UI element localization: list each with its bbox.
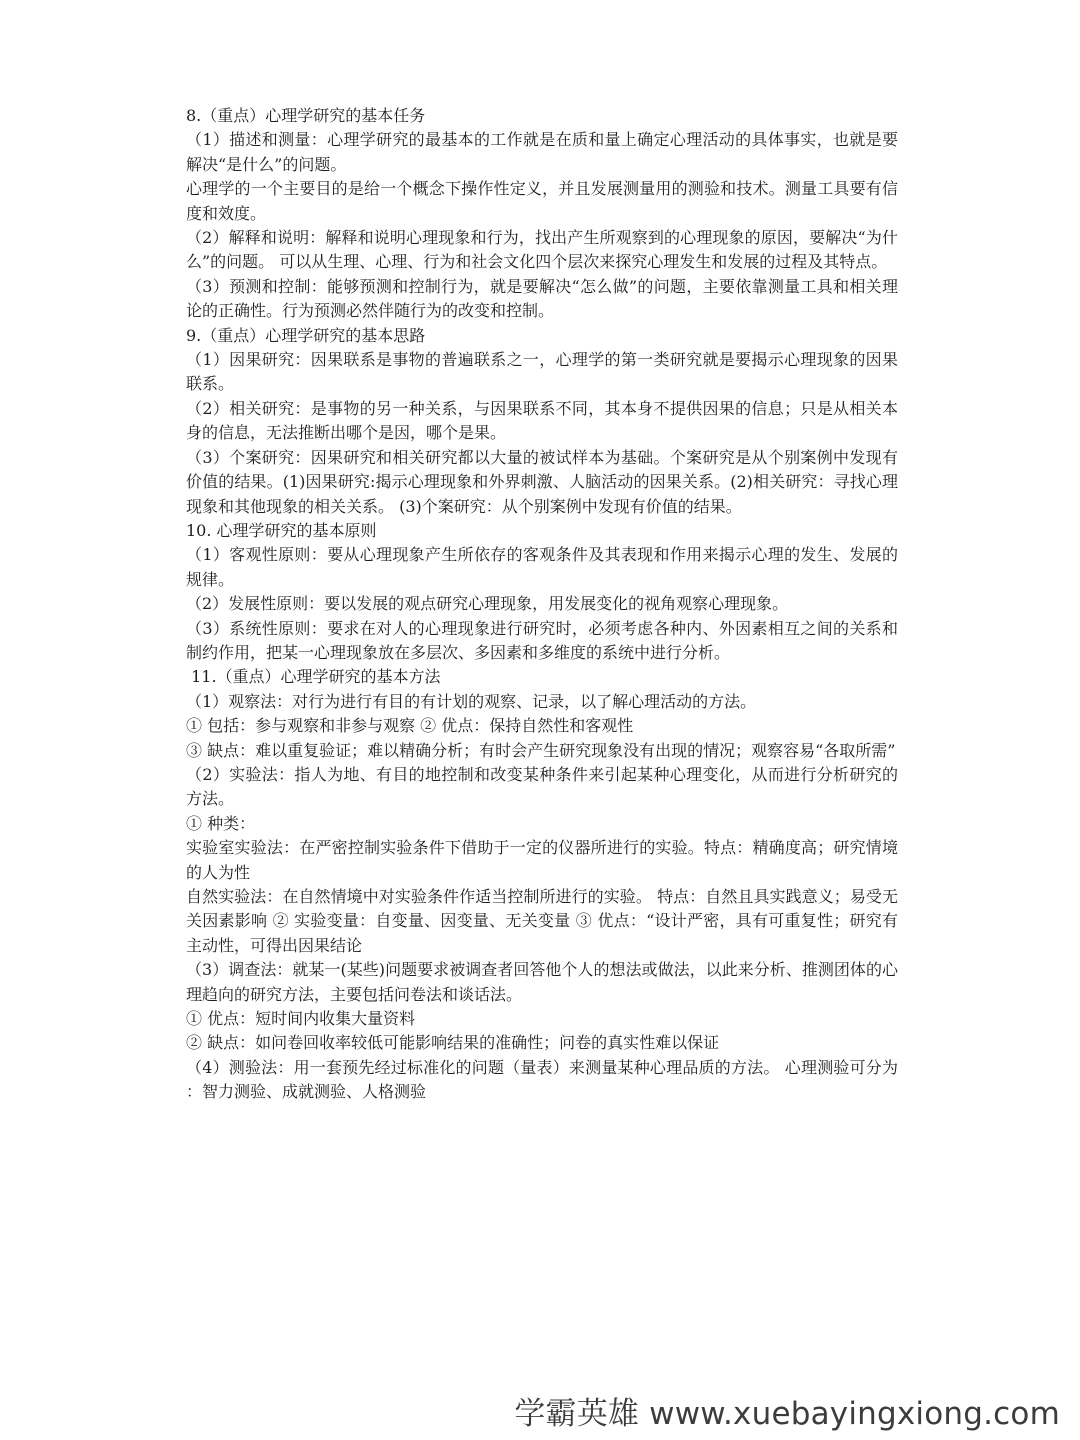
paragraph: （2）解释和说明：解释和说明心理现象和行为，找出产生所观察到的心理现象的原因，要解决“为什么”的问题。 可以从生理、心理、行为和社会文化四个层次来探究心理发生和发展的过程及其特点。	[186, 228, 898, 272]
document-body	[186, 104, 898, 1105]
section-heading-10: 10. 心理学研究的基本原则	[186, 520, 377, 540]
paragraph: ① 优点：短时间内收集大量资料	[186, 1009, 416, 1029]
paragraph: ① 种类：	[186, 813, 256, 833]
paragraph: ③ 缺点：难以重复验证；难以精确分析；有时会产生研究现象没有出现的情况；观察容易“各取所需”	[186, 740, 896, 760]
paragraph: ① 包括：参与观察和非参与观察 ② 优点：保持自然性和客观性	[186, 716, 634, 736]
paragraph: 自然实验法：在自然情境中对实验条件作适当控制所进行的实验。 特点：自然且具实践意义；易受无关因素影响 ② 实验变量：自变量、因变量、无关变量 ③ 优点：“设计严密，具有可重复性；研究有主动性，可得出因果结论	[186, 887, 898, 955]
paragraph: （4）测验法：用一套预先经过标准化的问题（量表）来测量某种心理品质的方法。 心理测验可分为：智力测验、成就测验、人格测验	[186, 1057, 898, 1102]
paragraph: （3）调查法：就某一(某些)问题要求被调查者回答他个人的想法或做法，以此来分析、推测团体的心理趋向的研究方法，主要包括问卷法和谈话法。	[186, 960, 898, 1004]
section-heading-8: 8.（重点）心理学研究的基本任务	[186, 106, 426, 125]
paragraph: 实验室实验法：在严密控制实验条件下借助于一定的仪器所进行的实验。特点：精确度高；研究情境的人为性	[186, 838, 898, 882]
paragraph: 心理学的一个主要目的是给一个概念下操作性定义，并且发展测量用的测验和技术。测量工具要有信度和效度。	[186, 179, 898, 223]
paragraph: （3）预测和控制：能够预测和控制行为，就是要解决“怎么做”的问题，主要依靠测量工具和相关理论的正确性。行为预测必然伴随行为的改变和控制。	[186, 276, 898, 321]
paragraph: （3）个案研究：因果研究和相关研究都以大量的被试样本为基础。个案研究是从个别案例中发现有价值的结果。(1)因果研究:揭示心理现象和外界刺激、人脑活动的因果关系。(2)相关研究：寻找心理现象和其他现象的相关关系。 (3)个案研究：从个别案例中发现有价值的结果。	[186, 447, 898, 516]
paragraph: （1）客观性原则：要从心理现象产生所依存的客观条件及其表现和作用来揭示心理的发生、发展的规律。	[186, 545, 898, 589]
paragraph: （3）系统性原则：要求在对人的心理现象进行研究时，必须考虑各种内、外因素相互之间的关系和制约作用，把某一心理现象放在多层次、多因素和多维度的系统中进行分析。	[186, 618, 898, 662]
paragraph: （1）描述和测量：心理学研究的最基本的工作就是在质和量上确定心理活动的具体事实，也就是要解决“是什么”的问题。	[186, 130, 898, 174]
paragraph: （1）因果研究：因果联系是事物的普遍联系之一，心理学的第一类研究就是要揭示心理现象的因果联系。	[186, 350, 898, 394]
section-heading-11: 11.（重点）心理学研究的基本方法	[186, 667, 441, 687]
section-heading-9: 9.（重点）心理学研究的基本思路	[186, 325, 426, 345]
paragraph: （2）相关研究：是事物的另一种关系，与因果联系不同，其本身不提供因果的信息；只是从相关本身的信息，无法推断出哪个是因，哪个是果。	[186, 398, 898, 443]
paragraph: （1）观察法：对行为进行有目的有计划的观察、记录，以了解心理活动的方法。	[186, 691, 757, 711]
site-watermark: 学霸英雄 www.xuebayingxiong.com	[514, 1396, 1060, 1432]
paragraph: （2）发展性原则：要以发展的观点研究心理现象，用发展变化的视角观察心理现象。	[186, 594, 789, 614]
paragraph: ② 缺点：如问卷回收率较低可能影响结果的准确性；问卷的真实性难以保证	[186, 1033, 720, 1053]
paragraph: （2）实验法：指人为地、有目的地控制和改变某种条件来引起某种心理变化，从而进行分析研究的方法。	[186, 764, 898, 809]
